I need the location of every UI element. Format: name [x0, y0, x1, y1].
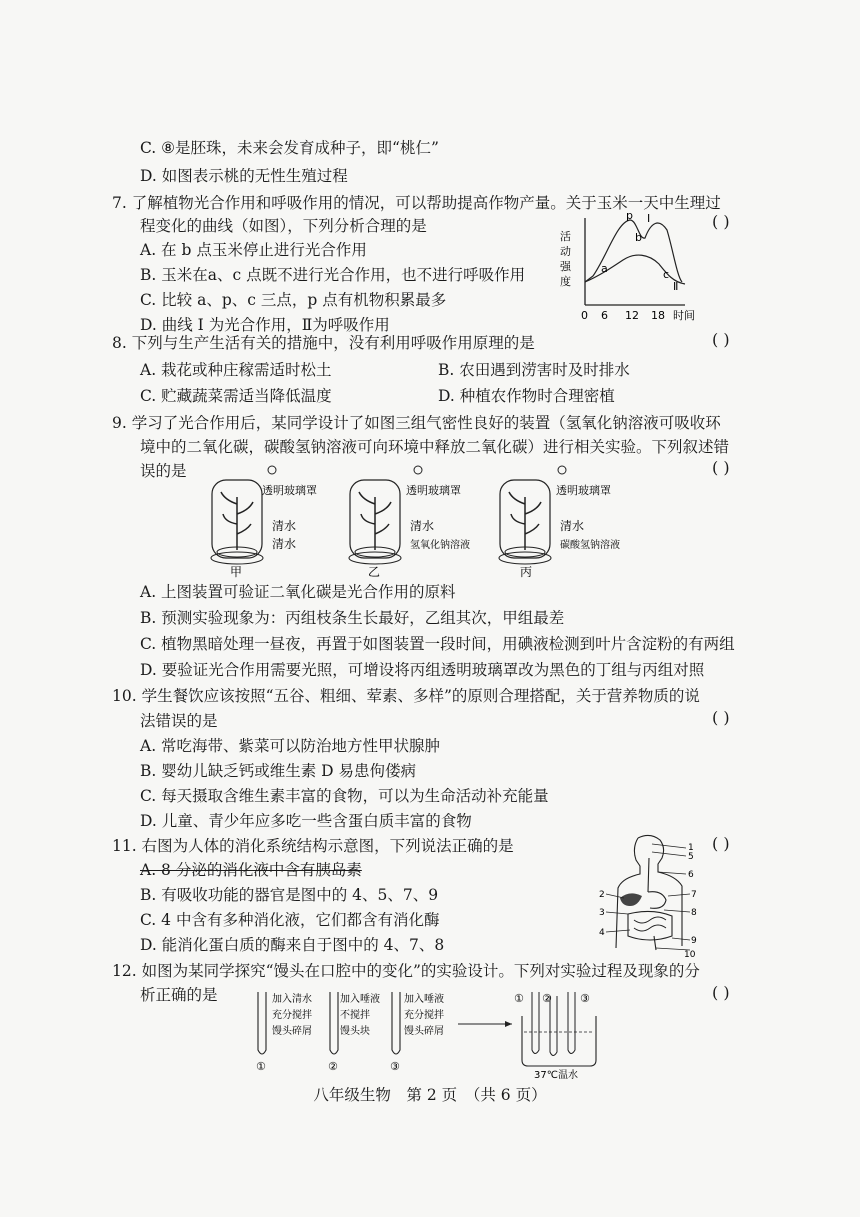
bath-tube-mark: ② [542, 992, 552, 1005]
organ-number: 10 [684, 950, 696, 958]
point-c: c [663, 268, 670, 281]
q10-stem-1: 10. 学生餐饮应该按照“五谷、粗细、荤素、多样”的原则合理搭配，关于营养物质的说 [112, 687, 700, 705]
q9-stem-3: 误的是 [140, 462, 187, 480]
jar-water-label: 清水 [272, 519, 297, 533]
q11-stem: 11. 右图为人体的消化系统结构示意图，下列说法正确的是 [112, 837, 514, 855]
organ-number: 6 [688, 870, 694, 880]
x-axis-label: 时间 [673, 309, 695, 322]
q6-option-c: C. ⑧是胚珠，未来会发育成种子，即“桃仁” [140, 139, 439, 157]
tube-label: 充分搅拌 [404, 1010, 444, 1021]
q7-stem-1: 7. 了解植物光合作用和呼吸作用的情况，可以帮助提高作物产量。关于玉米一天中生理过 [112, 194, 721, 212]
q6-option-d: D. 如图表示桃的无性生殖过程 [140, 167, 348, 185]
q7-answer-paren: ( ) [712, 212, 730, 231]
water-bath [514, 992, 596, 1080]
y-label-char: 强 [560, 260, 571, 273]
jar-cover-label: 透明玻璃罩 [262, 484, 317, 497]
q11-option-d: D. 能消化蛋白质的酶来自于图中的 4、7、8 [140, 936, 445, 954]
tube-mark: ③ [390, 1060, 400, 1073]
jar-bing [499, 466, 620, 579]
q11-answer-paren: ( ) [712, 834, 730, 853]
organ-number: 9 [691, 936, 697, 946]
tube-label: 馒头块 [340, 1026, 370, 1037]
bath-tube-mark: ① [514, 992, 524, 1005]
jar-cover-label: 透明玻璃罩 [406, 484, 461, 497]
q9-option-c: C. 植物黑暗处理一昼夜，再置于如图装置一段时间，用碘液检测到叶片含淀粉的有两组 [140, 635, 735, 653]
activity-curve-graph [555, 210, 715, 325]
q10-option-b: B. 婴幼儿缺乏钙或维生素 D 易患佝偻病 [140, 762, 417, 780]
q9-option-d: D. 要验证光合作用需要光照，可增设将丙组透明玻璃罩改为黑色的丁组与丙组对照 [140, 661, 705, 679]
q8-option-d: D. 种植农作物时合理密植 [438, 387, 615, 405]
bell-jar-experiment [200, 462, 660, 580]
jar-jia [211, 466, 317, 579]
q9-stem-2: 境中的二氧化碳，碳酸氢钠溶液可向环境中释放二氧化碳）进行相关实验。下列叙述错 [140, 438, 730, 456]
organ-number: 7 [691, 890, 697, 900]
x-tick: 6 [601, 309, 608, 322]
tube-label: 馒头碎屑 [272, 1026, 312, 1037]
point-a: a [601, 262, 608, 275]
bath-tube-mark: ③ [580, 992, 590, 1005]
organ-number: 3 [599, 908, 605, 918]
point-b: b [635, 231, 642, 244]
jar-liquid-label: 清水 [272, 537, 297, 551]
tube-1 [256, 992, 312, 1073]
jar-yi [349, 466, 470, 579]
organ-number: 4 [599, 928, 605, 938]
q12-answer-paren: ( ) [712, 983, 730, 1002]
jar-liquid-label: 氢氧化钠溶液 [410, 540, 470, 551]
q10-option-d: D. 儿童、青少年应多吃一些含蛋白质丰富的食物 [140, 812, 472, 830]
q11-option-a: A. 8 分泌的消化液中含有胰岛素 [140, 861, 362, 879]
q9-stem-1: 9. 学习了光合作用后，某同学设计了如图三组气密性良好的装置（氢氧化钠溶液可吸收环 [112, 414, 721, 432]
y-label-char: 动 [560, 245, 571, 258]
q8-answer-paren: ( ) [712, 330, 730, 349]
tube-label: 加入唾液 [404, 994, 444, 1005]
q8-option-b: B. 农田遇到涝害时及时排水 [438, 361, 630, 379]
q7-stem-2: 程变化的曲线（如图），下列分析合理的是 [140, 217, 427, 235]
jar-name: 乙 [368, 565, 381, 579]
y-label-char: 活 [560, 230, 571, 243]
tube-label: 加入清水 [272, 994, 312, 1005]
organ-number: 1 [688, 843, 694, 853]
tube-mark: ② [328, 1060, 338, 1073]
page-footer: 八年级生物 第 2 页 （共 6 页） [313, 1086, 547, 1104]
q10-option-c: C. 每天摄取含维生素丰富的食物，可以为生命活动补充能量 [140, 787, 549, 805]
jar-water-label: 清水 [560, 519, 585, 533]
tube-label: 充分搅拌 [272, 1010, 312, 1021]
q10-answer-paren: ( ) [712, 708, 730, 727]
jar-name: 丙 [520, 565, 533, 579]
test-tube-experiment [250, 988, 610, 1080]
q7-option-a: A. 在 b 点玉米停止进行光合作用 [140, 241, 367, 259]
curve-ii-label: Ⅱ [673, 280, 679, 293]
x-tick: 18 [651, 309, 665, 322]
q9-answer-paren: ( ) [712, 458, 730, 477]
jar-cover-label: 透明玻璃罩 [556, 484, 611, 497]
q9-option-a: A. 上图装置可验证二氧化碳是光合作用的原料 [140, 583, 456, 601]
jar-water-label: 清水 [410, 519, 435, 533]
q7-option-c: C. 比较 a、p、c 三点，p 点有机物积累最多 [140, 291, 447, 309]
q8-stem: 8. 下列与生产生活有关的措施中，没有利用呼吸作用原理的是 [112, 334, 535, 352]
point-p: p [626, 210, 633, 222]
bath-label: 37℃温水 [534, 1070, 578, 1080]
curve-ii [585, 255, 685, 284]
jar-name: 甲 [230, 565, 243, 579]
y-label-char: 度 [560, 275, 571, 288]
q9-option-b: B. 预测实验现象为：丙组枝条生长最好，乙组其次，甲组最差 [140, 609, 565, 627]
organ-number: 8 [691, 908, 697, 918]
q11-option-c: C. 4 中含有多种消化液，它们都含有消化酶 [140, 911, 440, 929]
jar-liquid-label: 碳酸氢钠溶液 [560, 540, 620, 551]
curve-i-label: I [647, 212, 651, 225]
q11-option-b: B. 有吸收功能的器官是图中的 4、5、7、9 [140, 886, 439, 904]
q8-option-a: A. 栽花或种庄稼需适时松土 [140, 361, 332, 379]
q7-option-d: D. 曲线 I 为光合作用，Ⅱ为呼吸作用 [140, 316, 390, 334]
tube-2 [328, 992, 380, 1073]
organ-number: 5 [688, 852, 694, 862]
q10-stem-2: 法错误的是 [140, 712, 218, 730]
q8-option-c: C. 贮藏蔬菜需适当降低温度 [140, 387, 332, 405]
digestive-system-diagram [598, 832, 698, 958]
q10-option-a: A. 常吃海带、紫菜可以防治地方性甲状腺肿 [140, 737, 441, 755]
tube-3 [390, 992, 444, 1073]
q12-stem-1: 12. 如图为某同学探究“馒头在口腔中的变化”的实验设计。下列对实验过程及现象的分 [112, 962, 700, 980]
x-tick: 12 [625, 309, 639, 322]
q12-stem-2: 析正确的是 [140, 986, 218, 1004]
organ-number: 2 [599, 890, 605, 900]
x-tick: 0 [581, 309, 588, 322]
tube-label: 不搅拌 [340, 1010, 370, 1021]
tube-label: 馒头碎屑 [404, 1026, 444, 1037]
tube-mark: ① [256, 1060, 266, 1073]
q7-option-b: B. 玉米在a、c 点既不进行光合作用，也不进行呼吸作用 [140, 266, 526, 284]
tube-label: 加入唾液 [340, 994, 380, 1005]
